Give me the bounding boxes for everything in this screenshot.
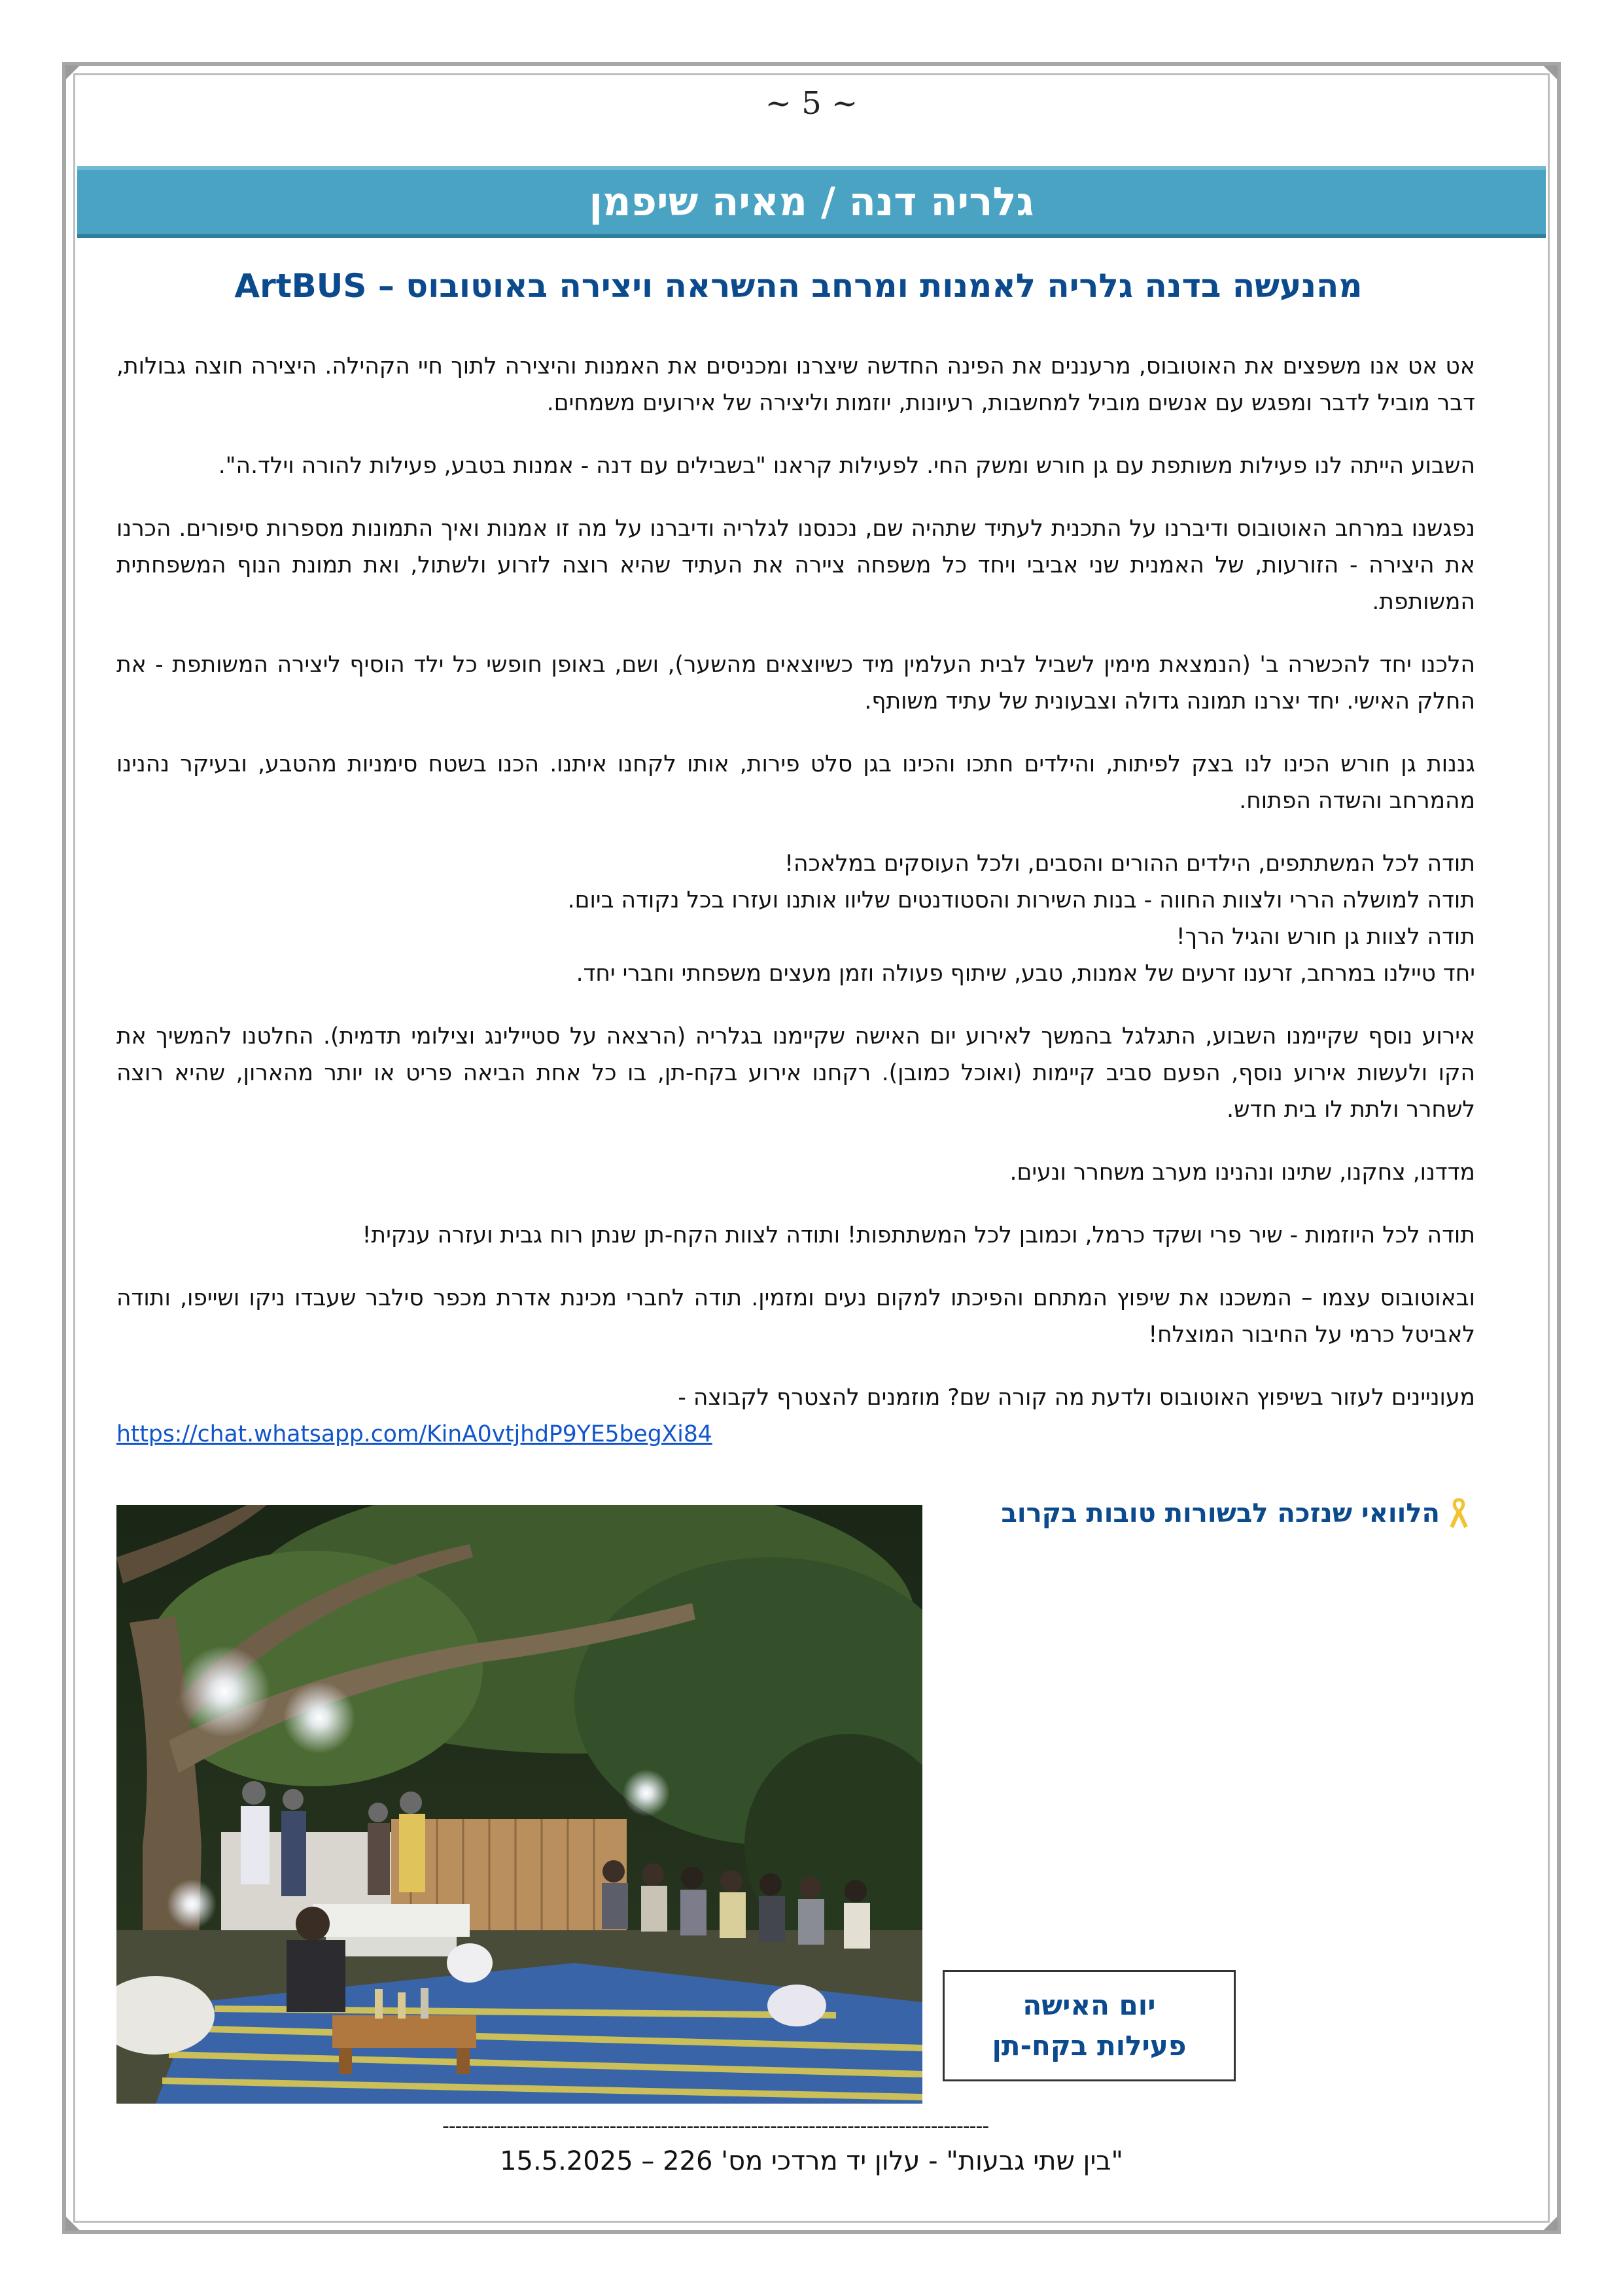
event-caption-line1: יום האישה (1022, 1989, 1156, 2021)
link-line (116, 1416, 1475, 1453)
frame-corner (1543, 2216, 1558, 2231)
paragraph: נפגשנו במרחב האוטובוס ודיברנו על התכנית לעתיד שתהיה שם, נכנסנו לגלריה ודיברנו על מה זו אמנות ואיך התמונות מספרות סיפורים. הכרנו את היצירה - הזורעות, של האמנית שני אביבי ויחד כל משפחה ציירה את העתיד שהיא רוצה לזרוע ולשתול, ואת תמונת הנוף המשפחתית המשותפת. (116, 516, 1475, 615)
paragraph: תודה לכל היוזמות - שיר פרי ושקד כרמל, וכמובן לכל המשתתפות! ותודה לצוות הקח-תן שנתן רוח גבית ועזרה ענקית! (362, 1222, 1475, 1248)
page-number: ~ 5 ~ (765, 85, 858, 122)
paragraph: מדדנו, צחקנו, שתינו ונהנינו מערב משחרר ונעים. (1009, 1159, 1475, 1186)
paragraph: ובאוטובוס עצמו – המשכנו את שיפוץ המתחם והפיכתו למקום נעים ומזמין. תודה לחברי מכינת אדרת מכפר סילבר שעבדו ניקו ושייפו, ותודה לאביטל כרמי על החיבור המוצלח! (116, 1285, 1475, 1348)
frame-corner (65, 65, 80, 80)
paragraph: גננות גן חורש הכינו לנו בצק לפיתות, והילדים חתכו והכינו בגן סלט פירות, אותו לקחנו איתנו. הכנו בשטח סימניות מהטבע, ובעיקר נהנינו מהמרחב והשדה הפתוח. (116, 751, 1475, 814)
event-photo (116, 1505, 922, 2104)
yellow-ribbon-icon (1449, 1498, 1469, 1528)
paragraph: השבוע הייתה לנו פעילות משותפת עם גן חורש ומשק החי. לפעילות קראנו "בשבילים עם דנה - אמנות בטבע, פעילות להורה וילד.ה". (218, 453, 1475, 479)
thanks-block (116, 845, 1475, 992)
paragraph: אט אט אנו משפצים את האוטובוס, מרעננים את הפינה החדשה שיצרנו ומכניסים את האמנות והיצירה לתוך חיי הקהילה. היצירה חוצה גבולות, דבר מוביל לדבר ומפגש עם אנשים מוביל למחשבות, רעיונות, יוזמות וליצירה של אירועים משמחים. (116, 353, 1475, 416)
article-body (116, 348, 1475, 1453)
paragraph: אירוע נוסף שקיימנו השבוע, התגלגל בהמשך לאירוע יום האישה שקיימנו בגלריה (הרצאה על סטיילינג וצילומי תדמית). החלטנו להמשיך את הקו ולעשות אירוע נוסף, הפעם סביב קיימות (ואוכל כמובן). רקחנו אירוע בקח-תן, בו כל אחת הביאה פריט או יותר מהארון, שהיא רוצה לשחרר ולתת לו בית חדש. (116, 1023, 1475, 1123)
paragraph (116, 1379, 1475, 1416)
thanks-line: תודה לצוות גן חורש והגיל הרך! (1176, 924, 1475, 950)
header-band (77, 166, 1546, 238)
ribbon-text: הלוואי שנזכה לבשורות טובות בקרוב (1001, 1498, 1440, 1528)
footer-text: "בין שתי גבעות" - עלון יד מרדכי מס' 226 – 15.5.2025 (500, 2146, 1123, 2176)
footer-divider: ------------------------------------------------------------------------------------- (442, 2115, 989, 2138)
frame-corner (1543, 65, 1558, 80)
header-title: גלריה דנה / מאיה שיפמן (589, 179, 1034, 225)
thanks-line: תודה לכל המשתתפים, הילדים ההורים והסבים, ולכל העוסקים במלאכה! (784, 851, 1475, 877)
paragraph: הלכנו יחד להכשרה ב' (הנמצאת מימין לשביל לבית העלמין מיד כשיוצאים מהשער), ושם, באופן חופשי כל ילד הוסיף ליצירה המשותפת - את החלק האישי. יחד יצרנו תמונה גדולה וצבעונית של עתיד משותף. (116, 652, 1475, 715)
whatsapp-invite-text: מעוניינים לעזור בשיפוץ האוטובוס ולדעת מה קורה שם? מוזמנים להצטרף לקבוצה - (678, 1385, 1475, 1411)
thanks-line: תודה למושלה הררי ולצוות החווה - בנות השירות והסטודנטים שליוו אותנו ועזרו בכל נקודה ביום. (567, 887, 1475, 913)
thanks-line: יחד טיילנו במרחב, זרענו זרעים של אמנות, טבע, שיתוף פעולה וזמן מעצים משפחתי וחברי יחד. (576, 961, 1475, 987)
frame-corner (65, 2216, 80, 2231)
event-caption-box (943, 1970, 1236, 2081)
ribbon-line (1001, 1498, 1469, 1528)
event-photo-illustration (116, 1505, 922, 2104)
event-caption-line2: פעילות בקח-תן (992, 2030, 1187, 2062)
article-subtitle: מהנעשה בדנה גלריה לאמנות ומרחב ההשראה ויצירה באוטובוס – ArtBUS (234, 267, 1363, 305)
whatsapp-link[interactable]: https://chat.whatsapp.com/KinA0vtjhdP9YE5begXi84 (116, 1421, 712, 1447)
